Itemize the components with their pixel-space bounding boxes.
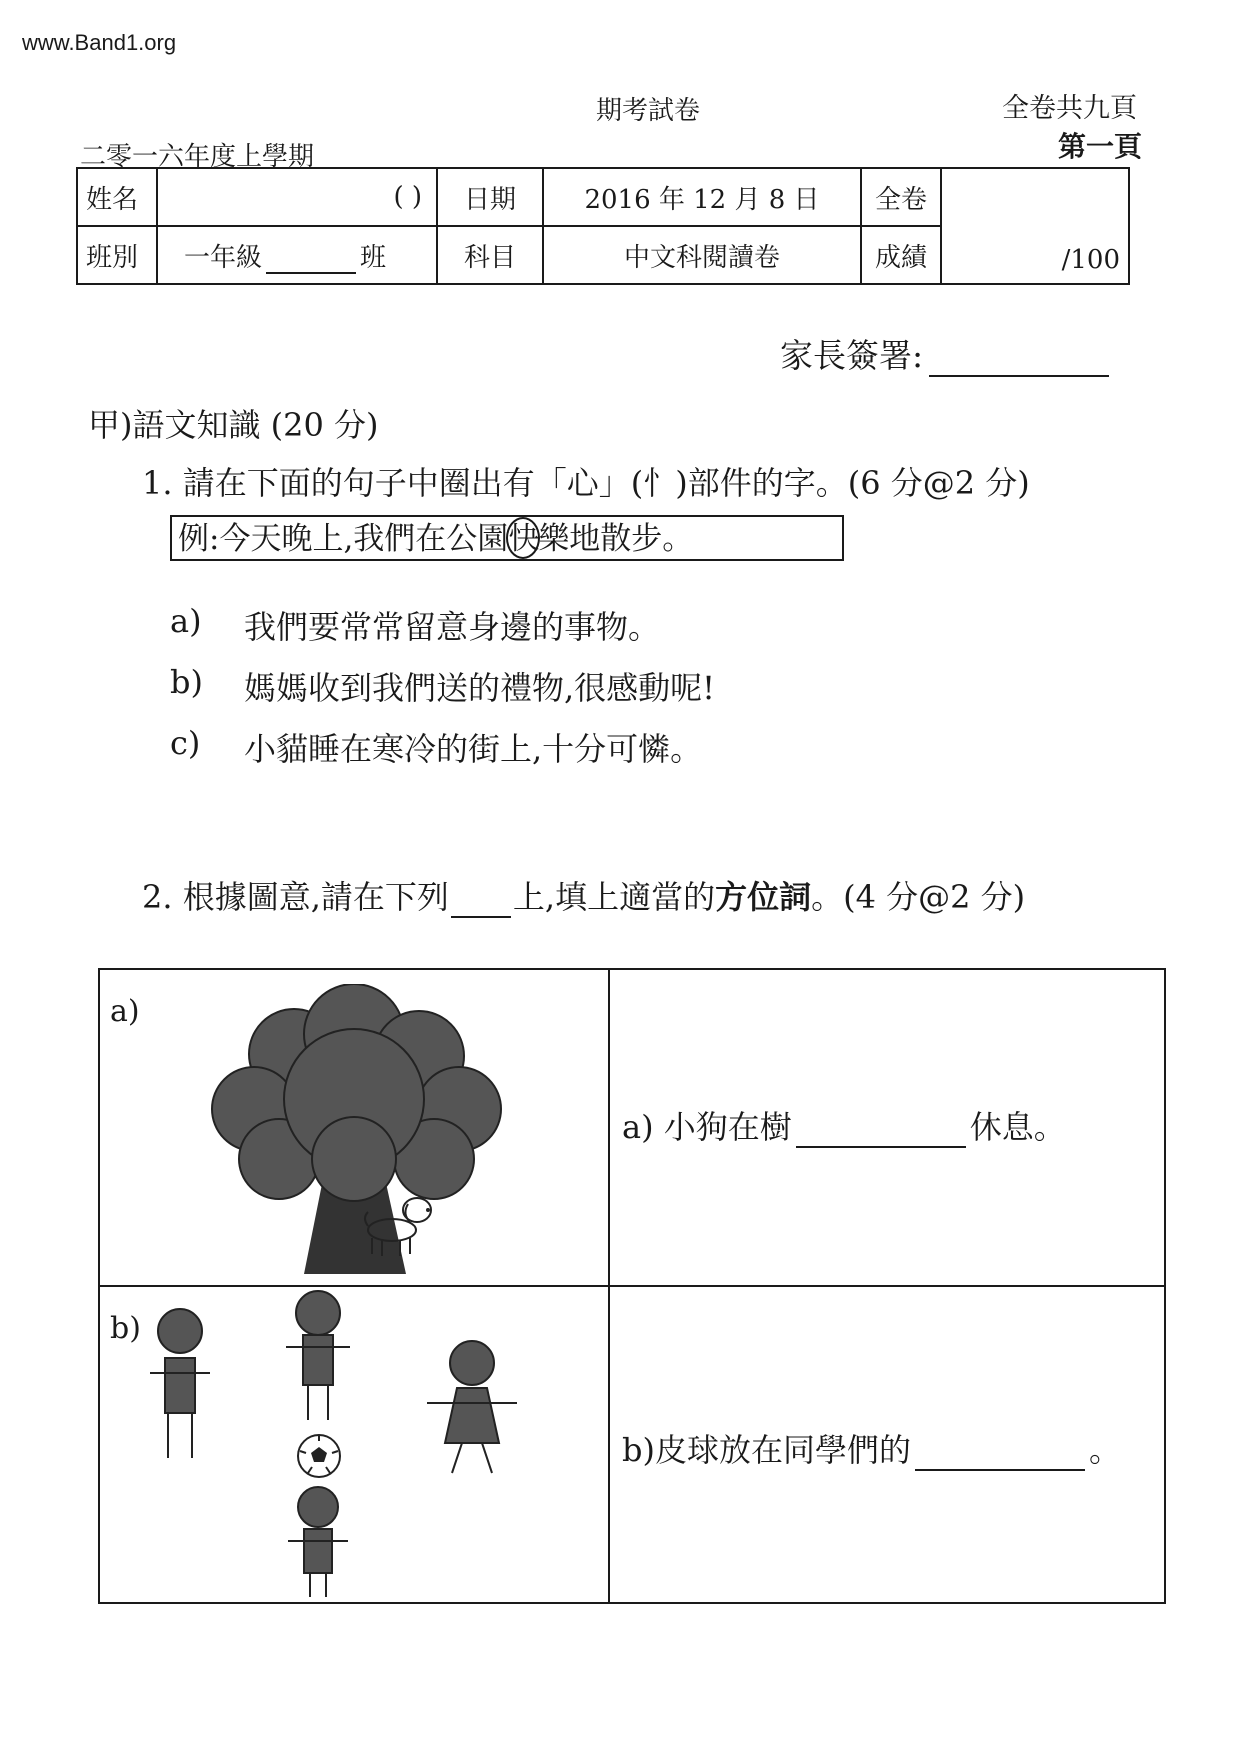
prompt-blank	[451, 886, 511, 918]
class-field[interactable]	[157, 226, 437, 284]
page-number: 第一頁	[1058, 130, 1143, 163]
item-label: b)	[170, 663, 203, 701]
score-field[interactable]	[941, 168, 1129, 284]
answer-cell-b	[609, 1286, 1165, 1603]
fill-text-before: a) 小狗在樹	[622, 1108, 792, 1146]
section-title: 甲)語文知識 (20 分)	[88, 406, 379, 444]
class-prefix: 一年級	[184, 242, 263, 273]
sentence-item	[170, 602, 660, 648]
q1-prompt-before: 1. 請在下面的句子中圈出有「心」(	[142, 464, 644, 502]
fill-sentence-a	[622, 1102, 1066, 1148]
q2-prompt-after: 。(4 分@2 分)	[811, 878, 1026, 916]
signature-label: 家長簽署:	[780, 336, 924, 375]
item-text[interactable]: 小貓睡在寒冷的街上,十分可憐。	[244, 730, 703, 768]
score-label-top: 全卷	[861, 168, 941, 226]
site-watermark: www.Band1.org	[22, 30, 177, 55]
sentence-item	[170, 724, 702, 770]
answer-cell-a	[609, 969, 1165, 1286]
example-after: 樂地散步。	[538, 521, 694, 557]
answer-blank-b[interactable]	[915, 1439, 1085, 1471]
subject-value: 中文科閱讀卷	[543, 226, 861, 284]
class-label: 班別	[77, 226, 157, 284]
parent-signature	[780, 330, 1109, 377]
answer-blank-a[interactable]	[796, 1116, 966, 1148]
fill-text-after: 。	[1088, 1431, 1121, 1469]
picture-cell-b	[99, 1286, 609, 1603]
signature-line[interactable]	[929, 345, 1109, 377]
item-text[interactable]: 我們要常常留意身邊的事物。	[244, 608, 661, 646]
school-term: 二零一六年度上學期	[80, 142, 315, 172]
fill-sentence-b	[622, 1425, 1121, 1471]
date-value: 2016 年 12 月 8 日	[543, 168, 861, 226]
picture-question-table	[98, 968, 1166, 1604]
exam-title: 期考試卷	[596, 96, 701, 126]
total-pages: 全卷共九頁	[1002, 93, 1137, 124]
soccer-ball-icon	[296, 1433, 342, 1479]
class-suffix: 班	[360, 242, 387, 273]
subject-label: 科目	[437, 226, 543, 284]
class-blank[interactable]	[266, 272, 356, 274]
q2-prompt-middle: 上,填上適當的	[512, 878, 716, 916]
tree-icon	[184, 984, 524, 1274]
picture-cell-a	[99, 969, 609, 1286]
sentence-item	[170, 663, 715, 709]
picture-label: a)	[110, 994, 140, 1029]
child-icon	[278, 1483, 358, 1601]
bold-term: 方位詞	[715, 878, 812, 916]
name-label: 姓名	[77, 168, 157, 226]
example-box	[170, 515, 844, 561]
child-icon	[422, 1333, 522, 1483]
name-bracket: ( )	[393, 182, 422, 212]
name-field[interactable]	[157, 168, 437, 226]
question-2-prompt	[142, 872, 1025, 918]
score-value: /100	[1061, 245, 1120, 275]
child-icon	[278, 1287, 358, 1427]
question-1-prompt	[142, 458, 1030, 504]
q2-prompt-before: 2. 根據圖意,請在下列	[142, 878, 449, 916]
date-label: 日期	[437, 168, 543, 226]
fill-text-after: 休息。	[969, 1108, 1066, 1146]
child-icon	[140, 1303, 220, 1473]
score-label-bottom: 成績	[861, 226, 941, 284]
student-info-table	[76, 167, 1130, 285]
item-label: c)	[170, 724, 201, 762]
example-before: 例:今天晚上,我們在公園	[178, 521, 509, 557]
item-text[interactable]: 媽媽收到我們送的禮物,很感動呢!	[244, 669, 716, 707]
item-label: a)	[170, 602, 202, 640]
dog-icon	[362, 1190, 442, 1260]
fill-text-before: b)皮球放在同學們的	[622, 1431, 911, 1469]
picture-label: b)	[110, 1311, 141, 1346]
radical-glyph: 忄	[643, 464, 676, 502]
q1-prompt-after: )部件的字。(6 分@2 分)	[675, 464, 1030, 502]
circled-character: 快	[506, 517, 540, 559]
